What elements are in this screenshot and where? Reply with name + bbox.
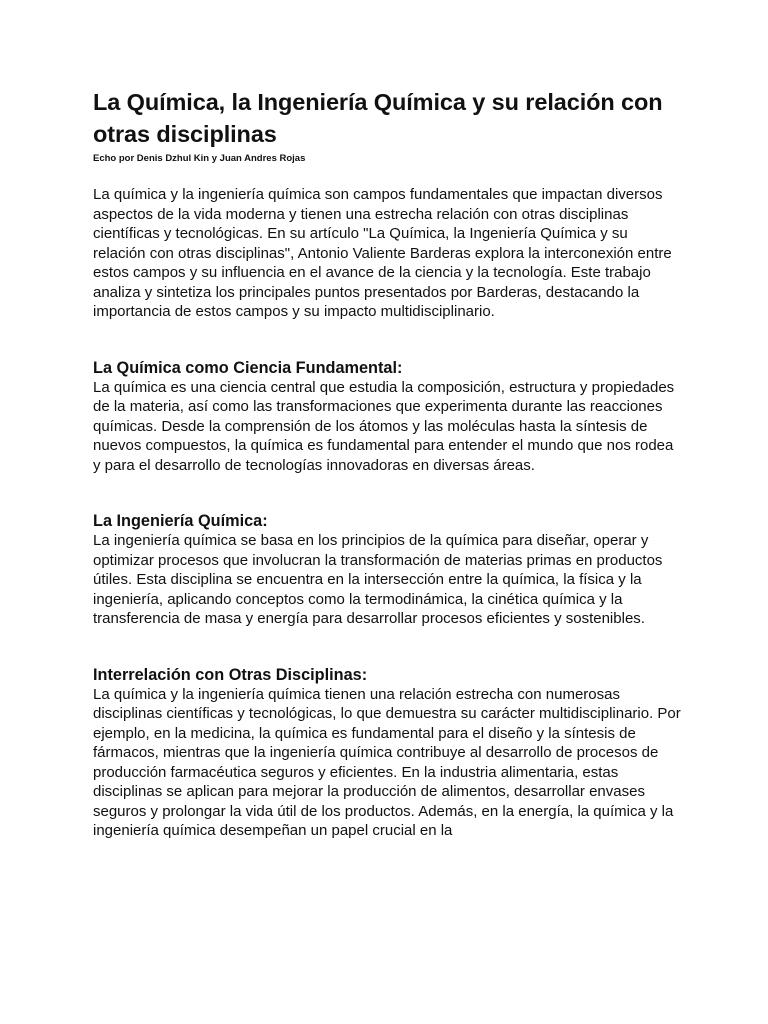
section-paragraph: La química y la ingeniería química tienen una relación estrecha con numerosas disciplinas científicas y tecnológicas, lo que demuestra su carácter multidisciplinario. Por ejemplo, en la medicina, la química es fundamental para el diseño y la síntesis de fármacos, mientras que la ingeniería química contribuye al desarrollo de procesos de producción farmacéutica seguros y eficientes. En la industria alimentaria, estas disciplinas se aplican para mejorar la producción de alimentos, desarrollar envases seguros y prolongar la vida útil de los productos. Además, en la energía, la química y la ingeniería química desempeñan un papel crucial en la xyxy=(93,685,681,839)
intro-paragraph: La química y la ingeniería química son campos fundamentales que impactan diversos aspectos de la vida moderna y tienen una estrecha relación con otras disciplinas científicas y tecnológicas. En su artículo "La Química, la Ingeniería Química y su relación con otras disciplinas", Antonio Valiente Barderas explora la interconexión entre estos campos y su influencia en el avance de la ciencia y la tecnología. Este trabajo analiza y sintetiza los principales puntos presentados por Barderas, destacando la importancia de estos campos y su impacto multidisciplinario. xyxy=(93,186,672,320)
document-page xyxy=(93,86,681,841)
section-paragraph: La química es una ciencia central que estudia la composición, estructura y propiedades de la materia, así como las transformaciones que experimenta durante las reacciones químicas. Desde la comprensión de los átomos y las moléculas hasta la síntesis de nuevos compuestos, la química es fundamental para entender el mundo que nos rodea y para el desarrollo de tecnologías innovadoras en diversas áreas. xyxy=(93,378,675,474)
section-heading: La Ingeniería Química: xyxy=(93,512,268,530)
section-paragraph: La ingeniería química se basa en los principios de la química para diseñar, operar y optimizar procesos que involucran la transformación de materias primas en productos útiles. Esta disciplina se encuentra en la intersección entre la química, la física y la ingeniería, aplicando conceptos como la termodinámica, la cinética química y la transferencia de masa y energía para desarrollar procesos eficientes y sostenibles. xyxy=(93,532,663,627)
section-quimica-fundamental xyxy=(93,358,681,476)
document-title: La Química, la Ingeniería Química y su relación con otras disciplinas xyxy=(93,89,663,147)
author-byline: Echo por Denis Dzhul Kin y Juan Andres Rojas xyxy=(93,153,306,164)
section-heading: La Química como Ciencia Fundamental: xyxy=(93,358,403,377)
section-interrelacion xyxy=(93,665,681,841)
section-heading: Interrelación con Otras Disciplinas: xyxy=(93,665,368,684)
section-ingenieria-quimica xyxy=(93,511,681,629)
